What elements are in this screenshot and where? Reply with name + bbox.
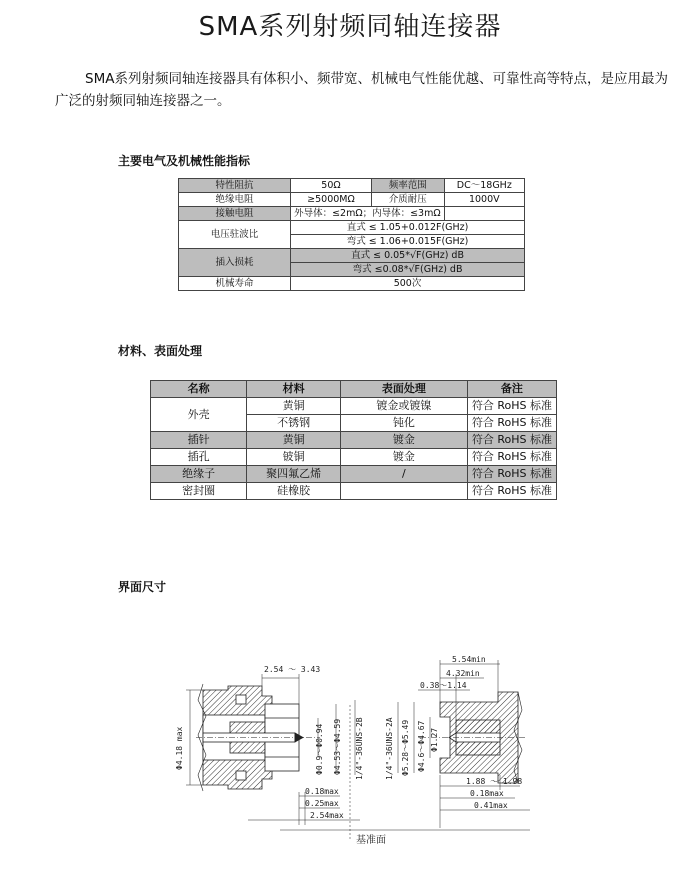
dim-label: 0.41max [474,801,508,810]
material-cell: 密封圈 [151,483,247,500]
dim-label: 1/4"-36UNS-2B [355,717,364,780]
material-cell: 外壳 [151,398,247,432]
reference-plane-label: 基准面 [356,835,386,846]
spec-cell: 50Ω [291,179,372,193]
spec-row-impedance [179,179,525,193]
material-cell: 镀金或镀镍 [340,398,467,415]
material-cell: 绝缘子 [151,466,247,483]
spec-cell: 电压驻波比 [179,221,291,249]
spec-cell: DC～18GHz [444,179,524,193]
spec-cell: 机械寿命 [179,277,291,291]
material-row [151,432,557,449]
dim-label: 0.18max [470,789,504,798]
spec-cell: 接触电阻 [179,207,291,221]
material-cell: 不锈钢 [247,415,341,432]
dim-label: Φ4.6～Φ4.67 [417,720,426,772]
dim-label: 0.38～1.14 [420,681,467,690]
material-row [151,483,557,500]
spec-cell: 特性阻抗 [179,179,291,193]
dim-label: 0.18max [305,787,339,796]
material-header-row [151,381,557,398]
dim-label: 1/4"-36UNS-2A [385,717,394,780]
material-heading: 材料、表面处理 [118,344,203,358]
dimension-heading: 界面尺寸 [118,580,167,594]
spec-cell: 介质耐压 [371,193,444,207]
material-cell: 镀金 [340,449,467,466]
jack-interface-section [196,684,320,791]
material-header: 表面处理 [340,381,467,398]
dim-label: Φ4.53～Φ4.59 [333,718,342,775]
dim-label: 0.25max [305,799,339,808]
spec-cell: ≥5000MΩ [291,193,372,207]
dim-label: 5.54min [452,655,486,664]
interface-dimension-drawing [0,640,700,879]
spec-cell: 1000V [444,193,524,207]
material-table [150,380,557,500]
dim-label: Φ4.18 max [175,726,184,770]
dim-label: 1.88 ～ 1.98 [466,777,523,786]
material-cell: 符合 RoHS 标准 [467,483,556,500]
spec-table [178,178,525,291]
dim-label: Φ1.27 [430,727,439,752]
material-cell: 镀金 [340,432,467,449]
material-cell: 符合 RoHS 标准 [467,415,556,432]
page-title: SMA系列射频同轴连接器 [198,12,502,42]
dim-label: 2.54 ～ 3.43 [264,665,321,674]
material-cell: / [340,466,467,483]
material-cell: 符合 RoHS 标准 [467,449,556,466]
spec-row-contact [179,207,525,221]
material-cell: 符合 RoHS 标准 [467,398,556,415]
dim-label: Φ0.9～Φ0.94 [315,723,324,775]
intro-paragraph: SMA系列射频同轴连接器具有体积小、频带宽、机械电气性能优越、可靠性高等特点，是应用最为广泛的射频同轴连接器之一。 [55,71,668,109]
spec-cell: 弯式 ≤0.08*√F(GHz) dB [291,263,525,277]
material-cell: 硅橡胶 [247,483,341,500]
spec-cell: 插入损耗 [179,249,291,277]
material-cell: 黄铜 [247,432,341,449]
dim-label: Φ5.28～Φ5.49 [401,719,410,776]
material-header: 名称 [151,381,247,398]
material-cell [340,483,467,500]
spec-row-insulation [179,193,525,207]
material-row [151,398,557,415]
material-cell: 聚四氟乙烯 [247,466,341,483]
spec-cell: 弯式 ≤ 1.06+0.015F(GHz) [291,235,525,249]
dim-label: 2.54max [310,811,344,820]
material-cell: 铍铜 [247,449,341,466]
spec-cell: 直式 ≤ 0.05*√F(GHz) dB [291,249,525,263]
material-header: 材料 [247,381,341,398]
spec-cell: 直式 ≤ 1.05+0.012F(GHz) [291,221,525,235]
material-cell: 插针 [151,432,247,449]
material-cell: 黄铜 [247,398,341,415]
material-cell: 钝化 [340,415,467,432]
spec-row-loss [179,249,525,263]
material-row [151,466,557,483]
dim-label: 4.32min [446,669,480,678]
spec-heading: 主要电气及机械性能指标 [118,154,251,168]
spec-cell: 频率范围 [371,179,444,193]
material-cell: 符合 RoHS 标准 [467,432,556,449]
material-cell: 符合 RoHS 标准 [467,466,556,483]
spec-row-life [179,277,525,291]
spec-row-vswr [179,221,525,235]
material-row [151,449,557,466]
spec-cell: 500次 [291,277,525,291]
spec-cell: 绝缘电阻 [179,193,291,207]
spec-cell: 外导体：≤2mΩ；内导体：≤3mΩ [291,207,445,221]
material-cell: 插孔 [151,449,247,466]
material-header: 备注 [467,381,556,398]
